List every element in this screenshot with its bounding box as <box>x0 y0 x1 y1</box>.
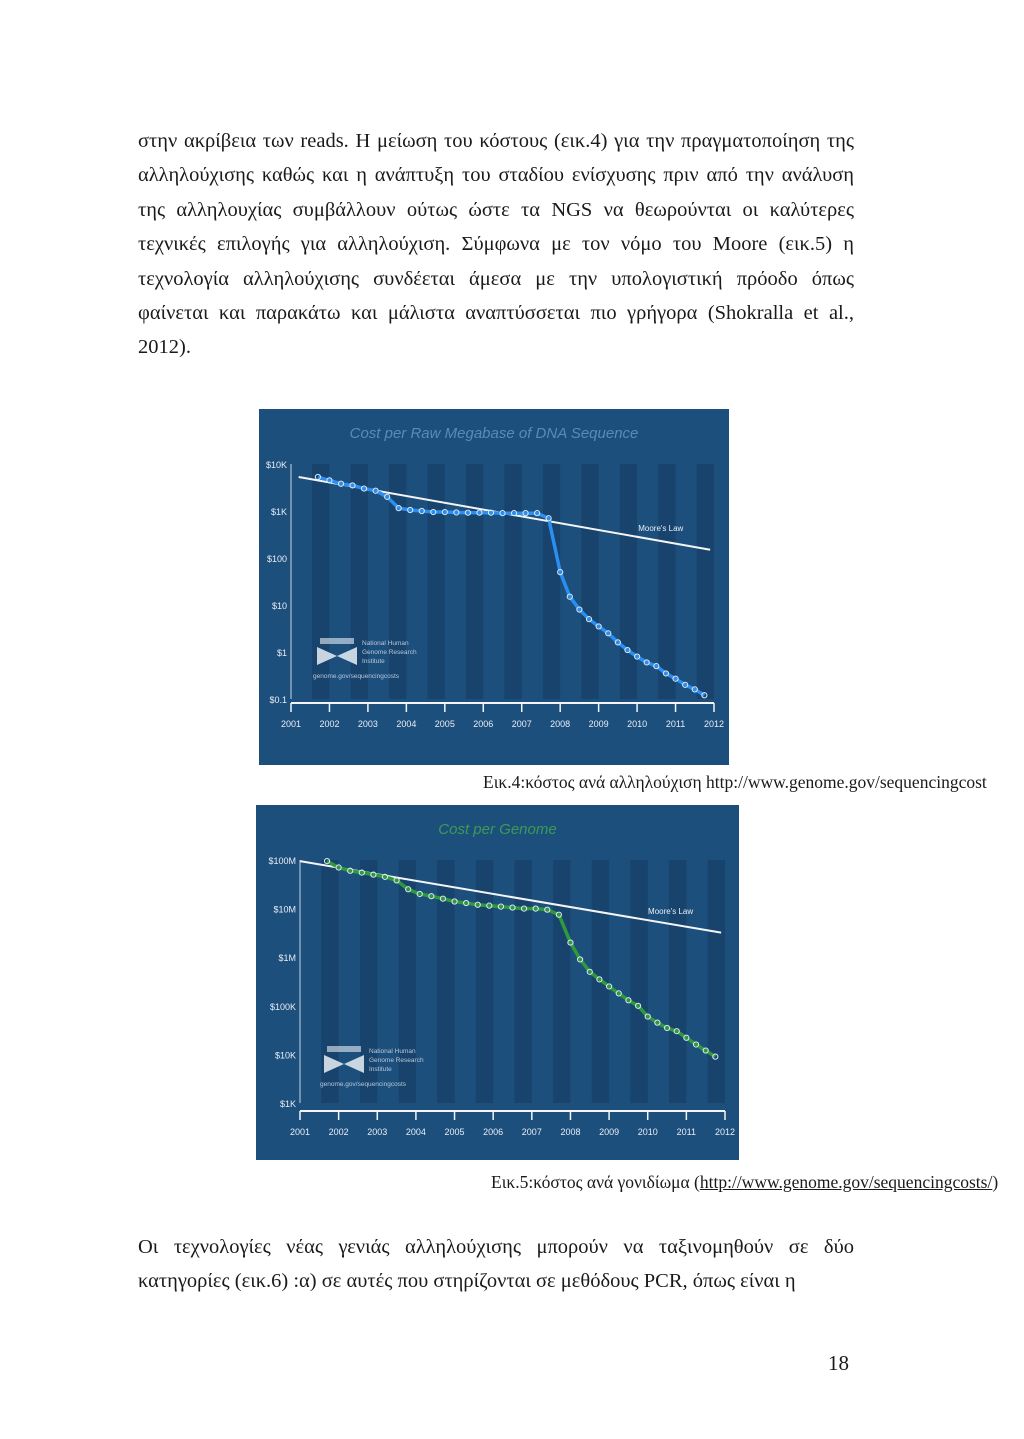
logo-text: Genome Research <box>362 649 417 656</box>
chart-title: Cost per Raw Megabase of DNA Sequence <box>349 425 639 442</box>
x-tick-label: 2004 <box>405 1127 426 1137</box>
x-tick-label: 2009 <box>599 1127 620 1137</box>
chart-2-svg <box>256 805 739 1160</box>
x-tick-label: 2010 <box>627 719 648 729</box>
x-tick-label: 2007 <box>521 1127 542 1137</box>
year-stripe <box>630 860 647 1103</box>
logo-text: National Human <box>369 1048 416 1055</box>
caption-suffix: ) <box>992 1172 999 1192</box>
x-tick-label: 2011 <box>676 1127 697 1137</box>
year-stripe <box>620 464 637 699</box>
cost-per-megabase-chart <box>259 409 729 765</box>
x-tick-label: 2003 <box>357 719 378 729</box>
cost-per-genome-chart <box>256 805 739 1160</box>
y-tick-label: $1M <box>278 953 296 964</box>
paragraph-top: στην ακρίβεια των reads. Η μείωση του κόστους (εικ.4) για την πραγματοποίηση της αλληλούχισης καθώς και η ανάπτυξη του σταδίου ενίσχυσης πριν από την ανάλυση της αλληλουχίας συμβάλλουν ούτως ώστε τα NGS να θεωρούνται οι καλύτερες τεχνικές επιλογής για αλληλούχιση. Σύμφωνα με τον νόμο του Moore (εικ.5) η τεχνολογία αλληλούχισης συνδέεται άμεσα με την υπολογιστική πρόοδο όπως φαίνεται και παρακάτω και μάλιστα αναπτύσσεται πιο γρήγορα (Shokralla et al., 2012). <box>138 130 854 359</box>
year-stripe <box>708 860 725 1103</box>
x-tick-label: 2012 <box>703 719 725 729</box>
year-stripe <box>658 464 675 699</box>
figure-5-caption <box>491 1172 998 1193</box>
x-tick-label: 2007 <box>511 719 532 729</box>
x-tick-label: 2001 <box>280 719 302 729</box>
y-tick-label: $1K <box>279 1099 296 1109</box>
x-tick-label: 2001 <box>289 1127 311 1137</box>
year-stripe <box>581 464 598 699</box>
caption-prefix: Εικ.5:κόστος ανά γονιδίωμα ( <box>491 1172 700 1192</box>
x-tick-label: 2005 <box>434 719 455 729</box>
x-tick-label: 2012 <box>714 1127 736 1137</box>
x-tick-label: 2008 <box>550 719 571 729</box>
logo-mark-right <box>337 647 357 665</box>
y-tick-label: $100 <box>266 554 287 564</box>
y-tick-label: $1K <box>270 507 287 517</box>
year-stripe <box>476 860 493 1103</box>
year-stripe <box>312 464 329 699</box>
logo-text: National Human <box>362 640 409 647</box>
y-tick-label: $0.1 <box>269 695 287 705</box>
y-tick-label: $10K <box>265 460 287 470</box>
logo-mark-top <box>327 1046 361 1052</box>
x-tick-label: 2002 <box>328 1127 349 1137</box>
year-stripe <box>669 860 686 1103</box>
x-tick-label: 2002 <box>319 719 340 729</box>
logo-text: genome.gov/sequencingcosts <box>313 673 400 680</box>
logo-text: Institute <box>369 1066 392 1073</box>
x-tick-label: 2005 <box>444 1127 465 1137</box>
y-tick-label: $100K <box>269 1001 296 1012</box>
y-tick-label: $10 <box>271 601 287 611</box>
chart-title: Cost per Genome <box>438 821 557 838</box>
chart-1-svg <box>259 409 729 765</box>
x-tick-label: 2004 <box>396 719 417 729</box>
x-tick-label: 2003 <box>367 1127 388 1137</box>
figure-4-caption: Εικ.4:κόστος ανά αλληλούχιση http://www.genome.gov/sequencingcost <box>483 772 987 792</box>
x-tick-label: 2006 <box>483 1127 504 1137</box>
x-tick-label: 2010 <box>637 1127 658 1137</box>
y-tick-label: $1 <box>276 648 287 658</box>
year-stripe <box>697 464 714 699</box>
year-stripe <box>399 860 416 1103</box>
year-stripe <box>504 464 521 699</box>
moore-law-label: Moore's Law <box>638 523 684 533</box>
year-stripe <box>543 464 560 699</box>
paragraph-bottom: Οι τεχνολογίες νέας γενιάς αλληλούχισης μπορούν να ταξινομηθούν σε δύο κατηγορίες (εικ.6) :α) σε αυτές που στηρίζονται σε μεθόδους PCR, όπως είναι η <box>138 1236 854 1293</box>
logo-mark-top <box>320 638 354 644</box>
y-tick-label: $10M <box>273 904 296 915</box>
moore-law-label: Moore's Law <box>648 907 694 917</box>
x-tick-label: 2006 <box>473 719 494 729</box>
y-tick-label: $10K <box>274 1050 296 1061</box>
logo-text: genome.gov/sequencingcosts <box>320 1081 407 1088</box>
caption-link[interactable]: http://www.genome.gov/sequencingcosts/ <box>699 1172 993 1192</box>
logo-text: Institute <box>362 658 385 665</box>
year-stripe <box>466 464 483 699</box>
logo-text: Genome Research <box>369 1057 424 1064</box>
x-tick-label: 2008 <box>560 1127 581 1137</box>
year-stripe <box>553 860 570 1103</box>
x-tick-label: 2011 <box>665 719 686 729</box>
page-number: 18 <box>828 1351 849 1375</box>
x-tick-label: 2009 <box>588 719 609 729</box>
year-stripe <box>514 860 531 1103</box>
logo-mark-right <box>344 1055 364 1073</box>
y-tick-label: $100M <box>268 856 296 866</box>
